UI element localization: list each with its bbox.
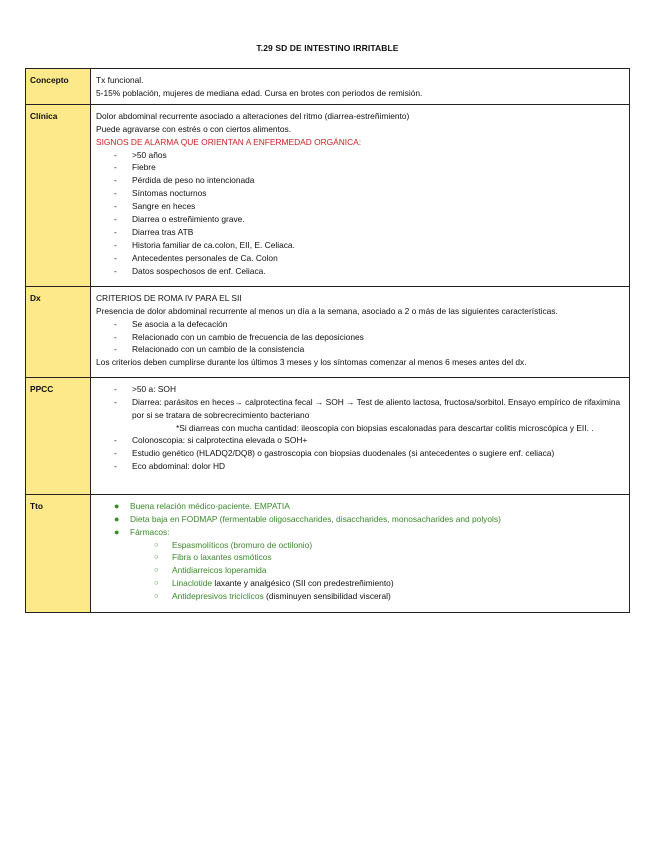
bullet-marker: ● [114, 500, 120, 511]
dash-marker: - [114, 252, 117, 263]
dash-marker: - [114, 331, 117, 342]
text-line: Dolor abdominal recurrente asociado a alteraciones del ritmo (diarrea-estreñimiento) [96, 110, 410, 121]
list-item: - Datos sospechosos de enf. Celiaca. [114, 265, 266, 276]
list-item: - Síntomas nocturnos [114, 188, 207, 199]
document-title: T.29 SD DE INTESTINO IRRITABLE [256, 43, 399, 53]
dash-marker: - [114, 383, 117, 394]
list-item: - Diarrea: parásitos en heces→ calprotectina fecal → SOH → Test de aliento lactosa, fructosa/sorbitol. Ensayo empírico de rifaximina por si se tratara de sobrecrecimiento bacteriano [114, 396, 621, 420]
dash-marker: - [114, 214, 117, 225]
text-line: Los criterios deben cumplirse durante los últimos 3 meses y los síntomas comenzar al menos 6 meses antes del dx. [96, 357, 527, 368]
dash-marker: - [114, 448, 117, 459]
dash-marker: - [114, 318, 117, 329]
dash-marker: - [114, 162, 117, 173]
row-concepto [26, 69, 630, 105]
row-body-ppcc [91, 377, 630, 494]
row-dx [26, 286, 630, 377]
circle-marker: ○ [154, 565, 159, 575]
sub-list-item: ○ Fibra o laxantes osmóticos [154, 552, 272, 563]
list-item: - Relacionado con un cambio de la consistencia [114, 344, 305, 355]
row-label-concepto: Concepto [26, 69, 91, 105]
summary-table [25, 68, 630, 613]
criteria-heading: CRITERIOS DE ROMA IV PARA EL SII [96, 292, 242, 303]
text-line: 5-15% población, mujeres de mediana edad. Cursa en brotes con periodos de remisión. [96, 87, 423, 98]
row-tto [26, 494, 630, 612]
row-body-dx [91, 286, 630, 377]
sub-list-item: ○ Antidiarreicos loperamida [154, 565, 267, 576]
dash-marker: - [114, 461, 117, 472]
row-label-tto: Tto [26, 494, 91, 612]
row-ppcc [26, 377, 630, 494]
dash-marker: - [114, 396, 117, 407]
row-clinica [26, 104, 630, 286]
text-line: Tx funcional. [96, 75, 144, 85]
alarm-heading: SIGNOS DE ALARMA QUE ORIENTAN A ENFERMEDAD ORGÁNICA: [96, 136, 362, 147]
circle-marker: ○ [154, 591, 159, 601]
list-item: ● Fármacos: [114, 526, 170, 537]
list-item: - Antecedentes personales de Ca. Colon [114, 252, 278, 263]
row-body-clinica [91, 104, 630, 286]
row-body-concepto [91, 69, 630, 105]
dash-marker: - [114, 344, 117, 355]
circle-marker: ○ [154, 578, 159, 588]
list-item: ● Dieta baja en FODMAP (fermentable oligosaccharides, disaccharides, monosacharides and polyols) [114, 513, 501, 524]
dash-marker: - [114, 239, 117, 250]
list-item: - Pérdida de peso no intencionada [114, 175, 255, 186]
list-item: - Se asocia a la defecación [114, 318, 228, 329]
bullet-marker: ● [114, 526, 120, 537]
list-item: - Relacionado con un cambio de frecuencia de las deposiciones [114, 331, 364, 342]
circle-marker: ○ [154, 539, 159, 549]
list-item: - Estudio genético (HLADQ2/DQ8) o gastroscopia con biopsias duodenales (si antecedentes o sugiere enf. celiaca) [114, 448, 555, 459]
dash-marker: - [114, 265, 117, 276]
list-item: - Sangre en heces [114, 201, 196, 212]
list-item: - Colonoscopia: si calprotectina elevada o SOH+ [114, 435, 308, 446]
dash-marker: - [114, 188, 117, 199]
dash-marker: - [114, 201, 117, 212]
row-label-clinica: Clínica [26, 104, 91, 286]
bullet-marker: ● [114, 513, 120, 524]
dash-marker: - [114, 226, 117, 237]
sub-list-item: ○ Antidepresivos tricíclicos (disminuyen sensibilidad visceral) [154, 591, 391, 602]
text-line: Presencia de dolor abdominal recurrente al menos un día a la semana, asociado a 2 o más de las siguientes características. [96, 305, 558, 316]
row-body-tto [91, 494, 630, 612]
dash-marker: - [114, 435, 117, 446]
dash-marker: - [114, 175, 117, 186]
list-item: - Fiebre [114, 162, 156, 173]
circle-marker: ○ [154, 552, 159, 562]
row-label-ppcc: PPCC [26, 377, 91, 494]
list-item: - >50 años [114, 149, 167, 160]
list-item: - Historia familiar de ca.colon, EII, E. Celiaca. [114, 239, 295, 250]
list-item: - Diarrea o estreñimiento grave. [114, 214, 245, 225]
note-text: *Si diarreas con mucha cantidad: ileoscopia con biopsias escalonadas para descartar colitis microscópica y EII. . [176, 422, 594, 433]
list-item: - >50 a: SOH [114, 383, 176, 394]
list-item: ● Buena relación médico-paciente. EMPATIA [114, 500, 290, 511]
list-item: - Diarrea tras ATB [114, 226, 194, 237]
list-item: - Eco abdominal: dolor HD [114, 461, 226, 472]
dash-marker: - [114, 149, 117, 160]
sub-list-item: ○ Linaclotide laxante y analgésico (SII con predestreñimiento) [154, 578, 394, 589]
row-label-dx: Dx [26, 286, 91, 377]
sub-list-item: ○ Espasmolíticos (bromuro de octilonio) [154, 539, 313, 550]
text-line: Puede agravarse con estrés o con ciertos alimentos. [96, 123, 292, 134]
